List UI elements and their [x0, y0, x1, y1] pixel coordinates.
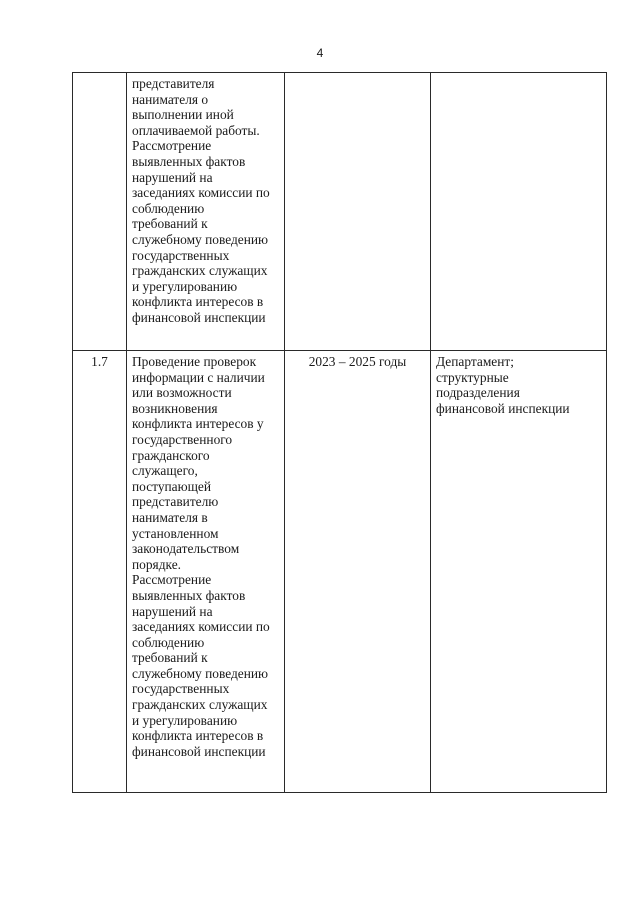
row-responsible-cell	[431, 351, 607, 793]
text-line: Департамент;	[436, 354, 514, 369]
row-number-cell: 1.7	[73, 351, 127, 793]
text-line: представителю	[132, 494, 219, 510]
text-line: законодательством	[132, 541, 240, 557]
text-line: выявленных фактов	[132, 153, 246, 169]
row-number-cell	[73, 73, 127, 351]
text-line: или возможности	[132, 385, 232, 401]
text-line: поступающей	[132, 478, 212, 494]
text-line: конфликта интересов в	[132, 294, 264, 310]
text-line: Рассмотрение	[132, 572, 212, 588]
measures-table	[72, 72, 607, 793]
text-line: государственного	[132, 431, 233, 447]
table-row	[73, 351, 607, 793]
text-line: гражданских служащих	[132, 697, 268, 713]
text-line: государственных	[132, 247, 230, 263]
text-line: финансовой инспекции	[132, 743, 266, 759]
text-line: представителя	[132, 76, 215, 91]
text-line: выявленных фактов	[132, 587, 246, 603]
text-line: выполнении иной	[132, 107, 234, 123]
text-line: гражданского	[132, 447, 210, 463]
text-line: заседаниях комиссии по	[132, 185, 270, 201]
text-line: информации с наличии	[132, 369, 265, 385]
text-line: служащего,	[132, 463, 198, 479]
text-line: требований к	[132, 216, 208, 232]
row-responsible-cell	[431, 73, 607, 351]
text-line: гражданских служащих	[132, 263, 268, 279]
page-number: 4	[316, 46, 324, 60]
text-line: нарушений на	[132, 169, 213, 185]
text-line: соблюдению	[132, 634, 205, 650]
text-line: структурные	[436, 369, 509, 385]
text-line: Проведение проверок	[132, 354, 257, 369]
text-line: финансовой инспекции	[436, 400, 570, 416]
text-line: нанимателя о	[132, 91, 209, 107]
text-line: конфликта интересов в	[132, 728, 264, 744]
row-description-cell	[127, 73, 285, 351]
text-line: подразделения	[436, 385, 520, 401]
text-line: государственных	[132, 681, 230, 697]
text-line: нарушений на	[132, 603, 213, 619]
text-line: Рассмотрение	[132, 138, 212, 154]
text-line: заседаниях комиссии по	[132, 619, 270, 635]
text-line: оплачиваемой работы.	[132, 122, 260, 138]
text-line: нанимателя в	[132, 509, 208, 525]
text-line: служебному поведению	[132, 665, 269, 681]
row-period-cell	[285, 73, 431, 351]
text-line: финансовой инспекции	[132, 309, 266, 325]
text-line: конфликта интересов у	[132, 416, 264, 432]
text-line: и урегулированию	[132, 712, 238, 728]
text-line: требований к	[132, 650, 208, 666]
text-line: служебному поведению	[132, 231, 269, 247]
text-line: установленном	[132, 525, 219, 541]
text-line: порядке.	[132, 556, 181, 572]
text-line: соблюдению	[132, 200, 205, 216]
row-description-cell	[127, 351, 285, 793]
table-row	[73, 73, 607, 351]
row-period-cell: 2023 – 2025 годы	[285, 351, 431, 793]
text-line: возникновения	[132, 400, 218, 416]
text-line: и урегулированию	[132, 278, 238, 294]
